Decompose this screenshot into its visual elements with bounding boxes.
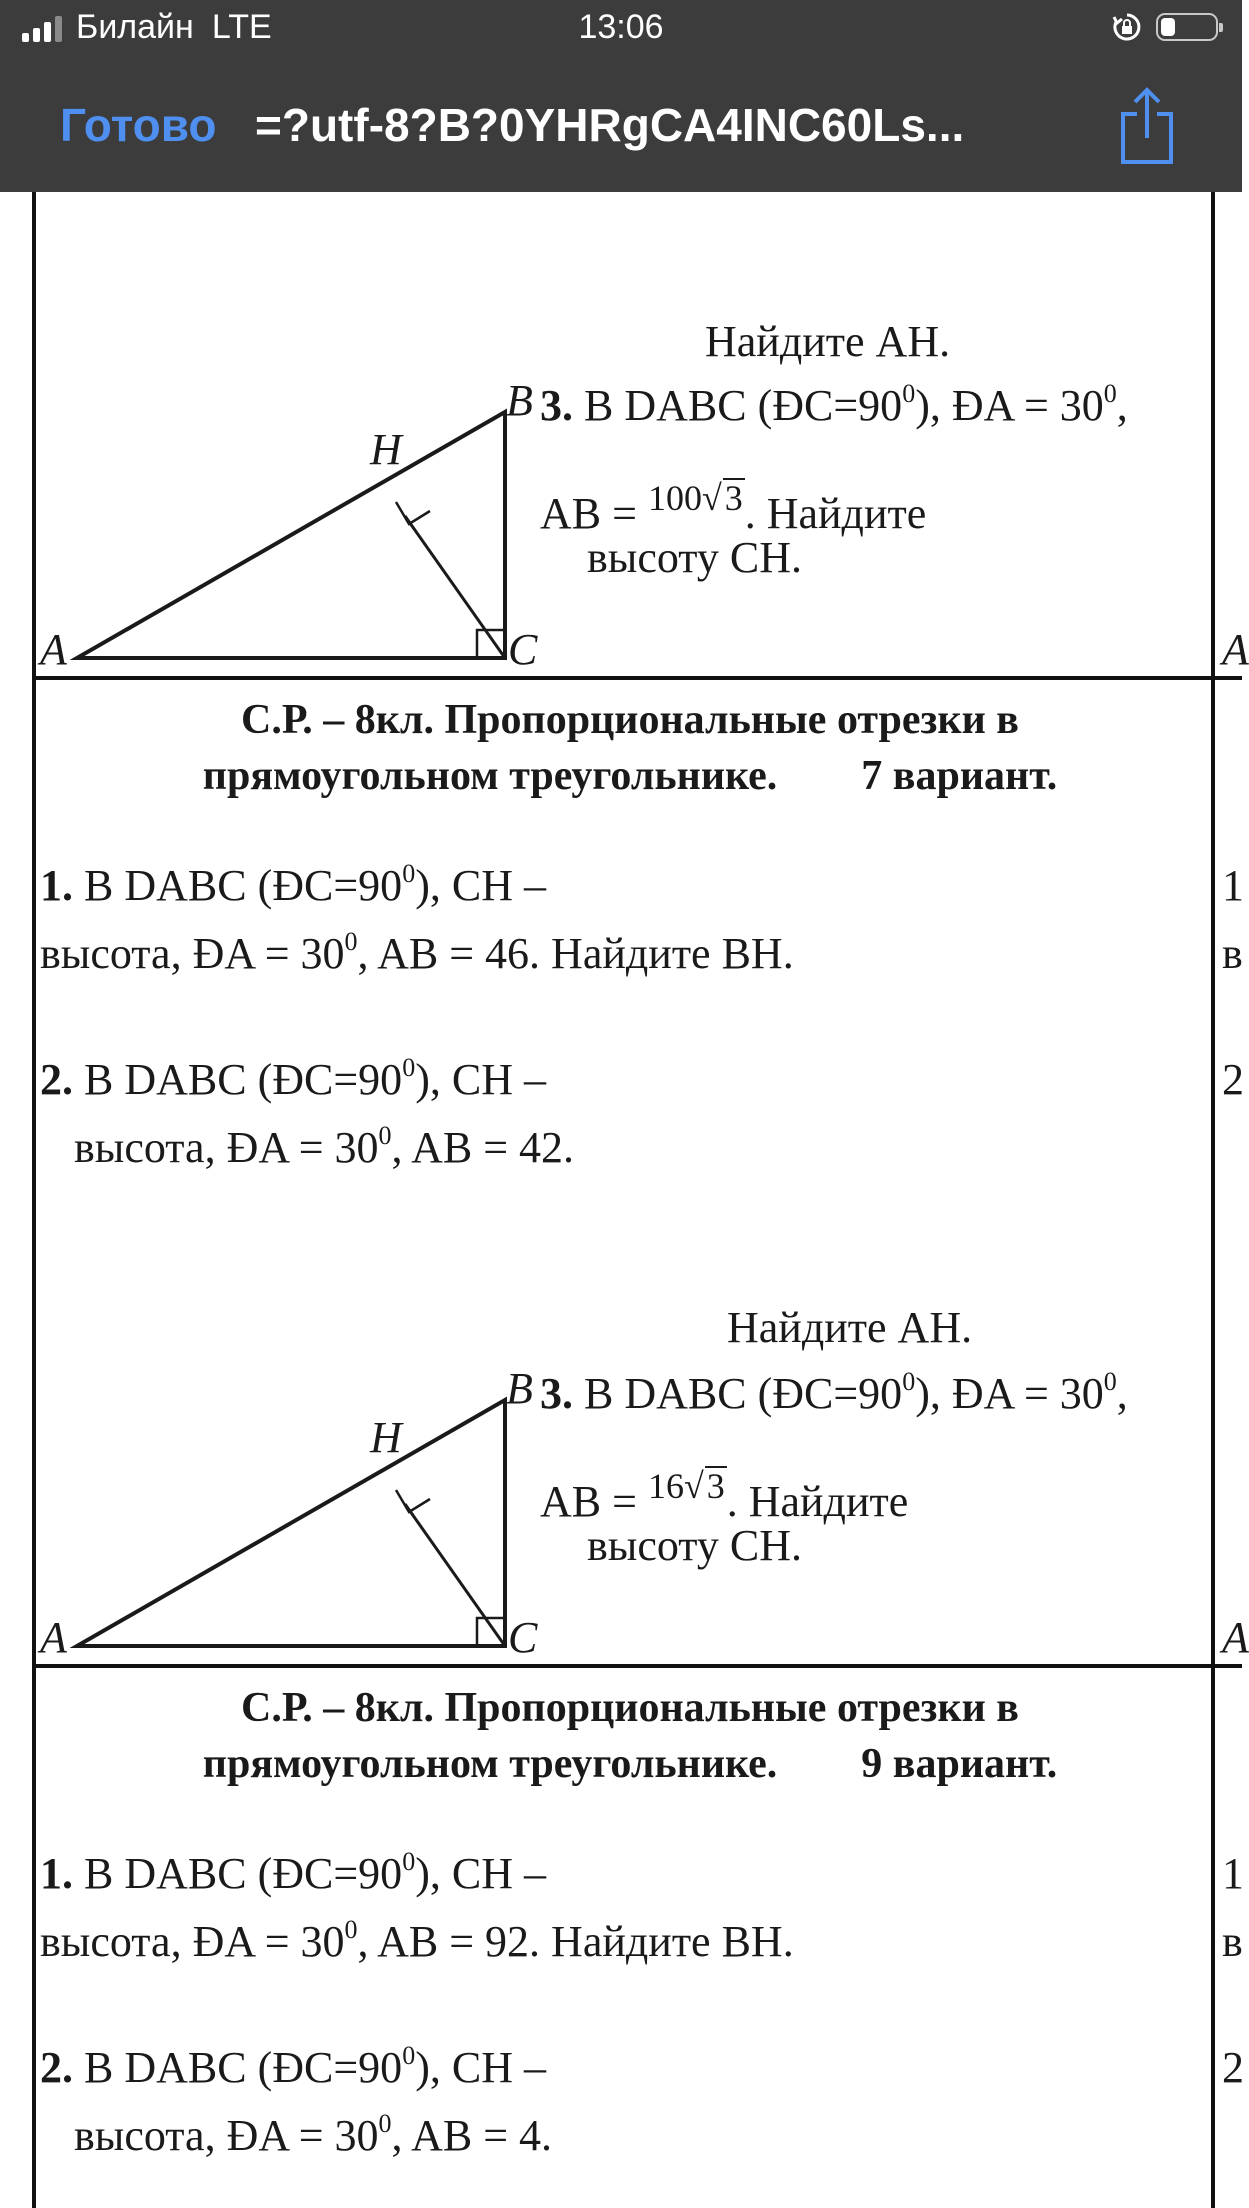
vertex-h-label: H xyxy=(370,425,402,474)
problem-3-line-2: AB = $^{16√}$3. Найдите xyxy=(540,1466,909,1526)
battery-icon xyxy=(1156,13,1218,41)
table-row-divider xyxy=(34,1664,1242,1668)
vertex-a-label: A xyxy=(40,1613,67,1662)
problem-3-line-2: AB = $^{100√}$3. Найдите xyxy=(540,478,927,538)
problem-3-line-1: 3. В DABC $(ĐC=90^0)$, ĐA = $30^0$, xyxy=(540,379,1128,430)
vertex-c-label: C xyxy=(508,1613,538,1662)
ab-root: 3 xyxy=(724,478,743,518)
problem-3-line-3: высоту СН. xyxy=(587,1521,803,1570)
right-column-fragment: в xyxy=(1222,1917,1243,1966)
ab-coefficient: 100 xyxy=(647,478,702,518)
right-column-fragment: 1 xyxy=(1222,1849,1244,1898)
find-ah-text: Найдите АН. xyxy=(705,317,951,366)
problem-1-line-2: высота, ĐA = $30^0$, AB = 92. Найдите ВН. xyxy=(40,1915,794,1966)
triangle-figure xyxy=(40,1360,560,1670)
right-column-fragment: А xyxy=(1222,625,1249,674)
problem-1: 1. В DABC $(ĐC=90^0)$, CH – xyxy=(40,1847,546,1898)
problem-1: 1. В DABC $(ĐC=90^0)$, CH – xyxy=(40,859,546,910)
problem-1-line-2: высота, ĐA = $30^0$, AB = 46. Найдите ВН. xyxy=(40,927,794,978)
document-view[interactable] xyxy=(0,192,1249,2208)
right-column-fragment: 2 xyxy=(1222,1055,1244,1104)
right-column-fragment: 1 xyxy=(1222,861,1244,910)
table-border-right xyxy=(1211,192,1215,2208)
status-time: 13:06 xyxy=(578,8,664,46)
done-button[interactable]: Готово xyxy=(60,99,217,151)
problem-2-line-2: высота, ĐA = $30^0$, AB = 42. xyxy=(74,1121,575,1172)
ab-coefficient: 16 xyxy=(647,1466,684,1506)
problem-2-line-2: высота, ĐA = $30^0$, AB = 4. xyxy=(74,2109,553,2160)
network-type: LTE xyxy=(211,8,272,46)
find-ah-text: Найдите АН. xyxy=(727,1303,973,1352)
document-title: =?utf-8?B?0YHRgCA4INC60Ls... xyxy=(255,99,965,151)
vertex-c-label: C xyxy=(508,625,538,674)
triangle-figure xyxy=(40,372,560,682)
variant-heading-7: С.Р. – 8кл. Пропорциональные отрезки в прямоугольном треугольнике. 7 вариант. xyxy=(202,697,1058,799)
status-right xyxy=(1112,12,1218,42)
problem-3-line-1: 3. В DABC $(ĐC=90^0)$, ĐA = $30^0$, xyxy=(540,1367,1128,1418)
problem-number: 3. xyxy=(540,381,573,430)
problem-3-line-3: высоту СН. xyxy=(587,533,803,582)
right-column-fragment: А xyxy=(1222,1613,1249,1662)
table-border-left xyxy=(32,192,36,2208)
problem-2: 2. В DABC $(ĐC=90^0)$, CH – xyxy=(40,1053,546,1104)
navigation-bar xyxy=(0,62,1242,192)
right-column-fragment: в xyxy=(1222,929,1243,978)
vertex-a-label: A xyxy=(40,625,67,674)
vertex-b-label: B xyxy=(506,1364,533,1413)
problem-2: 2. В DABC $(ĐC=90^0)$, CH – xyxy=(40,2041,546,2092)
ab-root: 3 xyxy=(706,1466,725,1506)
carrier-name: Билайн xyxy=(76,8,194,46)
vertex-b-label: B xyxy=(506,376,533,425)
rotation-lock-icon xyxy=(1112,12,1142,42)
status-bar xyxy=(0,0,1242,62)
share-icon[interactable] xyxy=(1115,86,1179,166)
variant-heading-9: С.Р. – 8кл. Пропорциональные отрезки в прямоугольном треугольнике. 9 вариант. xyxy=(202,1685,1058,1787)
vertex-h-label: H xyxy=(370,1413,402,1462)
right-column-fragment: 2 xyxy=(1222,2043,1244,2092)
table-row-divider xyxy=(34,676,1242,680)
